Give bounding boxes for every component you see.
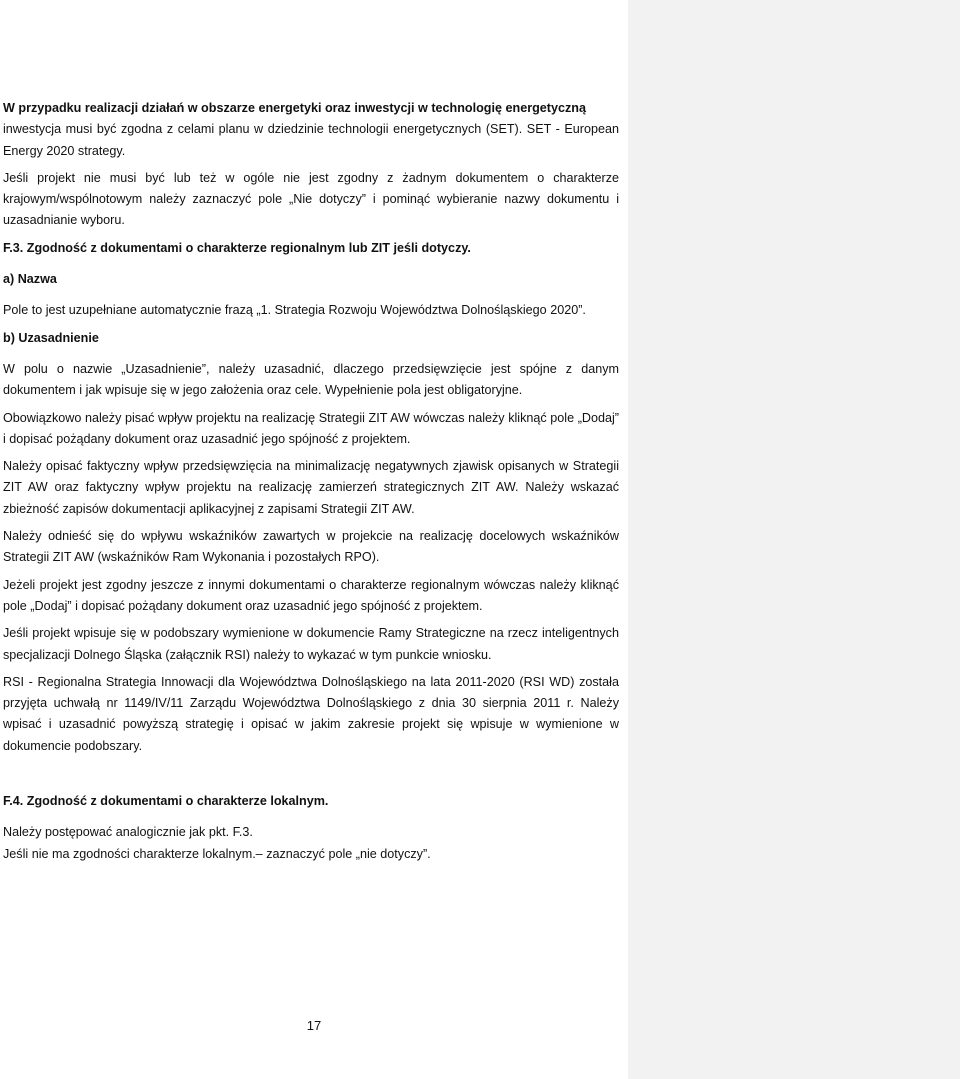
- rsi-fit-paragraph: Jeśli projekt wpisuje się w podobszary wymienione w dokumencie Ramy Strategiczne na rzecz inteligentnych specjalizacji Dolnego Śląska (załącznik RSI) należy to wykazać w tym punkcie wniosku.: [3, 626, 619, 662]
- subsection-b-text: W polu o nazwie „Uzasadnienie”, należy uzasadnić, dlaczego przedsięwzięcie jest spójne z danym dokumentem i jak wpisuje się w jego założenia oraz cele. Wypełnienie pola jest obligatoryjne.: [3, 361, 619, 398]
- subsection-a-heading: a) Nazwa: [3, 272, 57, 287]
- f4-line-1: Należy postępować analogicznie jak pkt. F.3.: [3, 825, 253, 840]
- section-f4-heading: F.4. Zgodność z dokumentami o charakterze lokalnym.: [3, 794, 329, 809]
- impact-paragraph: Należy opisać faktyczny wpływ przedsięwzięcia na minimalizację negatywnych zjawisk opisanych w Strategii ZIT AW oraz faktyczny wpływ projektu na realizację zamierzeń strategicznych ZIT AW. Należy wskazać zbieżność zapisów dokumentacji aplikacyjnej z zapisami Strategii ZIT AW.: [3, 459, 619, 516]
- not-applicable-paragraph: Jeśli projekt nie musi być lub też w ogóle nie jest zgodny z żadnym dokumentem o charakterze krajowym/wspólnotowym należy zaznaczyć pole „Nie dotyczy” i pominąć wybieranie nazwy dokumentu i uzasadnianie wyboru.: [3, 170, 619, 228]
- intro-paragraph: inwestycja musi być zgodna z celami planu w dziedzinie technologii energetycznych (SET). SET - European Energy 2020 strategy.: [3, 122, 619, 158]
- f4-line-2: Jeśli nie ma zgodności charakterze lokalnym.– zaznaczyć pole „nie dotyczy”.: [3, 846, 431, 861]
- mandatory-paragraph: Obowiązkowo należy pisać wpływ projektu na realizację Strategii ZIT AW wówczas należy kliknąć pole „Dodaj” i dopisać pożądany dokument oraz uzasadnić jego spójność z projektem.: [3, 410, 619, 446]
- side-panel: [628, 0, 960, 1079]
- intro-bold-line: W przypadku realizacji działań w obszarze energetyki oraz inwestycji w technologię energetyczną: [3, 101, 586, 115]
- subsection-a-text: Pole to jest uzupełniane automatycznie frazą „1. Strategia Rozwoju Województwa Dolnośląskiego 2020”.: [3, 303, 586, 318]
- subsection-b-heading: b) Uzasadnienie: [3, 330, 99, 345]
- rsi-paragraph: RSI - Regionalna Strategia Innowacji dla Województwa Dolnośląskiego na lata 2011-2020 (RSI WD) została przyjęta uchwałą nr 1149/IV/11 Zarządu Województwa Dolnośląskiego z dnia 30 sierpnia 2011 r. Należy wpisać i uzasadnić powyższą strategię i opisać w jakim zakresie projekt się wpisuje w wymienione w dokumencie podobszary.: [3, 674, 619, 753]
- page-number: 17: [306, 1018, 322, 1033]
- section-f3-heading: F.3. Zgodność z dokumentami o charakterze regionalnym lub ZIT jeśli dotyczy.: [3, 240, 471, 255]
- other-docs-paragraph: Jeżeli projekt jest zgodny jeszcze z innymi dokumentami o charakterze regionalnym wówczas należy kliknąć pole „Dodaj” i dopisać pożądany dokument oraz uzasadnić jego spójność z projektem.: [3, 577, 619, 613]
- document-body: [3, 98, 619, 871]
- indicators-paragraph: Należy odnieść się do wpływu wskaźników zawartych w projekcie na realizację docelowych wskaźników Strategii ZIT AW (wskaźników Ram Wykonania i pozostałych RPO).: [3, 529, 619, 565]
